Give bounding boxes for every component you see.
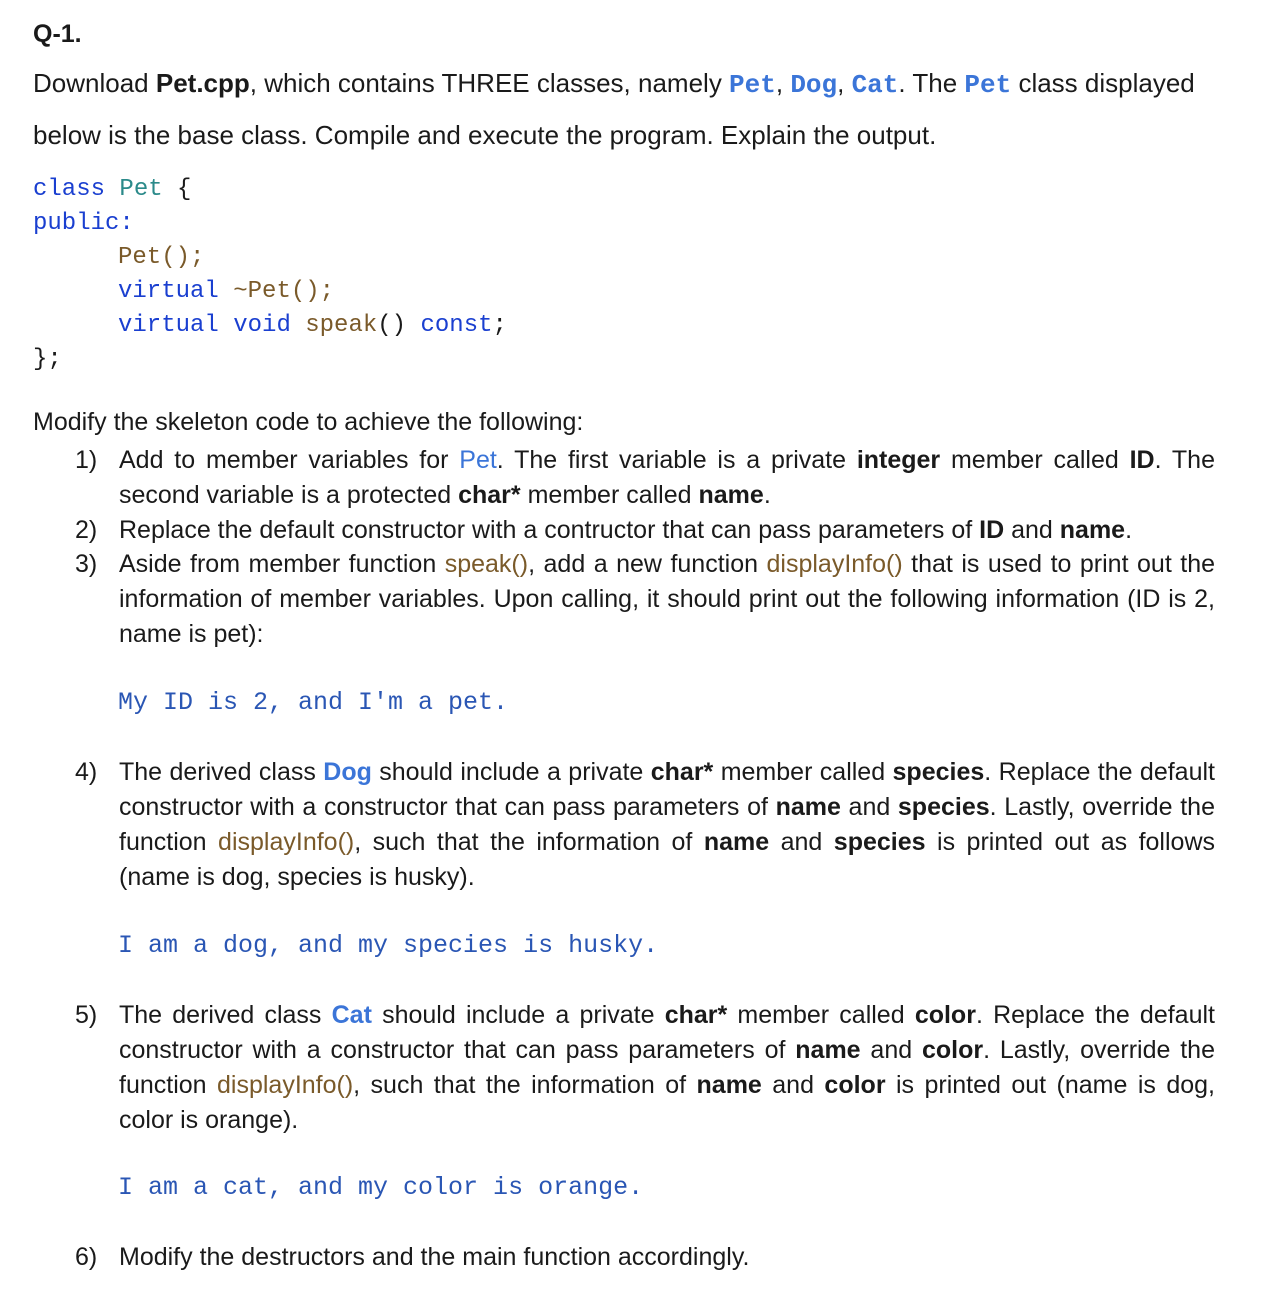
code-line-4: virtual ~Pet(); [118, 278, 335, 305]
output-example-2: I am a dog, and my species is husky. [118, 931, 659, 960]
list-item-2: 2) Replace the default constructor with a contructor that can pass parameters of ID and name. [75, 516, 1133, 544]
code-line-5: virtual void speak() const; [118, 312, 507, 339]
list-item-1: 1) Add to member variables for Pet. The first variable is a private integer member called ID. The second variable is a protected char* member called name. [75, 446, 1215, 509]
code-line-3: Pet(); [118, 244, 205, 271]
code-line-6: }; [33, 346, 62, 373]
class-name-cat: Cat [851, 70, 899, 100]
code-line-2: public: [33, 210, 134, 237]
modify-intro: Modify the skeleton code to achieve the following: [33, 408, 584, 436]
class-name-pet-2: Pet [964, 70, 1012, 100]
list-item-5: 5) The derived class Cat should include a private char* member called color. Replace the default constructor with a constructor that can pass parameters of name and color. Lastly, override the function displayInfo(), such that the information of name and color is printed out (name is dog, color is orange). [75, 1001, 1215, 1134]
intro-line-1: Download Pet.cpp, which contains THREE classes, namely Pet, Dog, Cat. The Pet class displayed [33, 68, 1195, 100]
output-example-1: My ID is 2, and I'm a pet. [118, 688, 509, 717]
class-name-dog: Dog [790, 70, 838, 100]
output-example-3: I am a cat, and my color is orange. [118, 1173, 644, 1202]
list-item-6: 6) Modify the destructors and the main function accordingly. [75, 1243, 750, 1271]
intro-line-2: below is the base class. Compile and execute the program. Explain the output. [33, 120, 937, 150]
class-name-pet: Pet [729, 70, 776, 100]
code-line-1: class Pet { [33, 176, 192, 203]
question-heading: Q-1. [33, 20, 82, 48]
list-item-3: 3) Aside from member function speak(), add a new function displayInfo() that is used to print out the information of member variables. Upon calling, it should print out the following information (ID is 2, name is pet): [75, 550, 1215, 648]
list-item-4: 4) The derived class Dog should include a private char* member called species. Replace the default constructor with a constructor that can pass parameters of name and species. Lastly, override the function displayInfo(), such that the information of name and species is printed out as follows (name is dog, species is husky). [75, 758, 1215, 891]
file-name: Pet.cpp [155, 68, 250, 98]
